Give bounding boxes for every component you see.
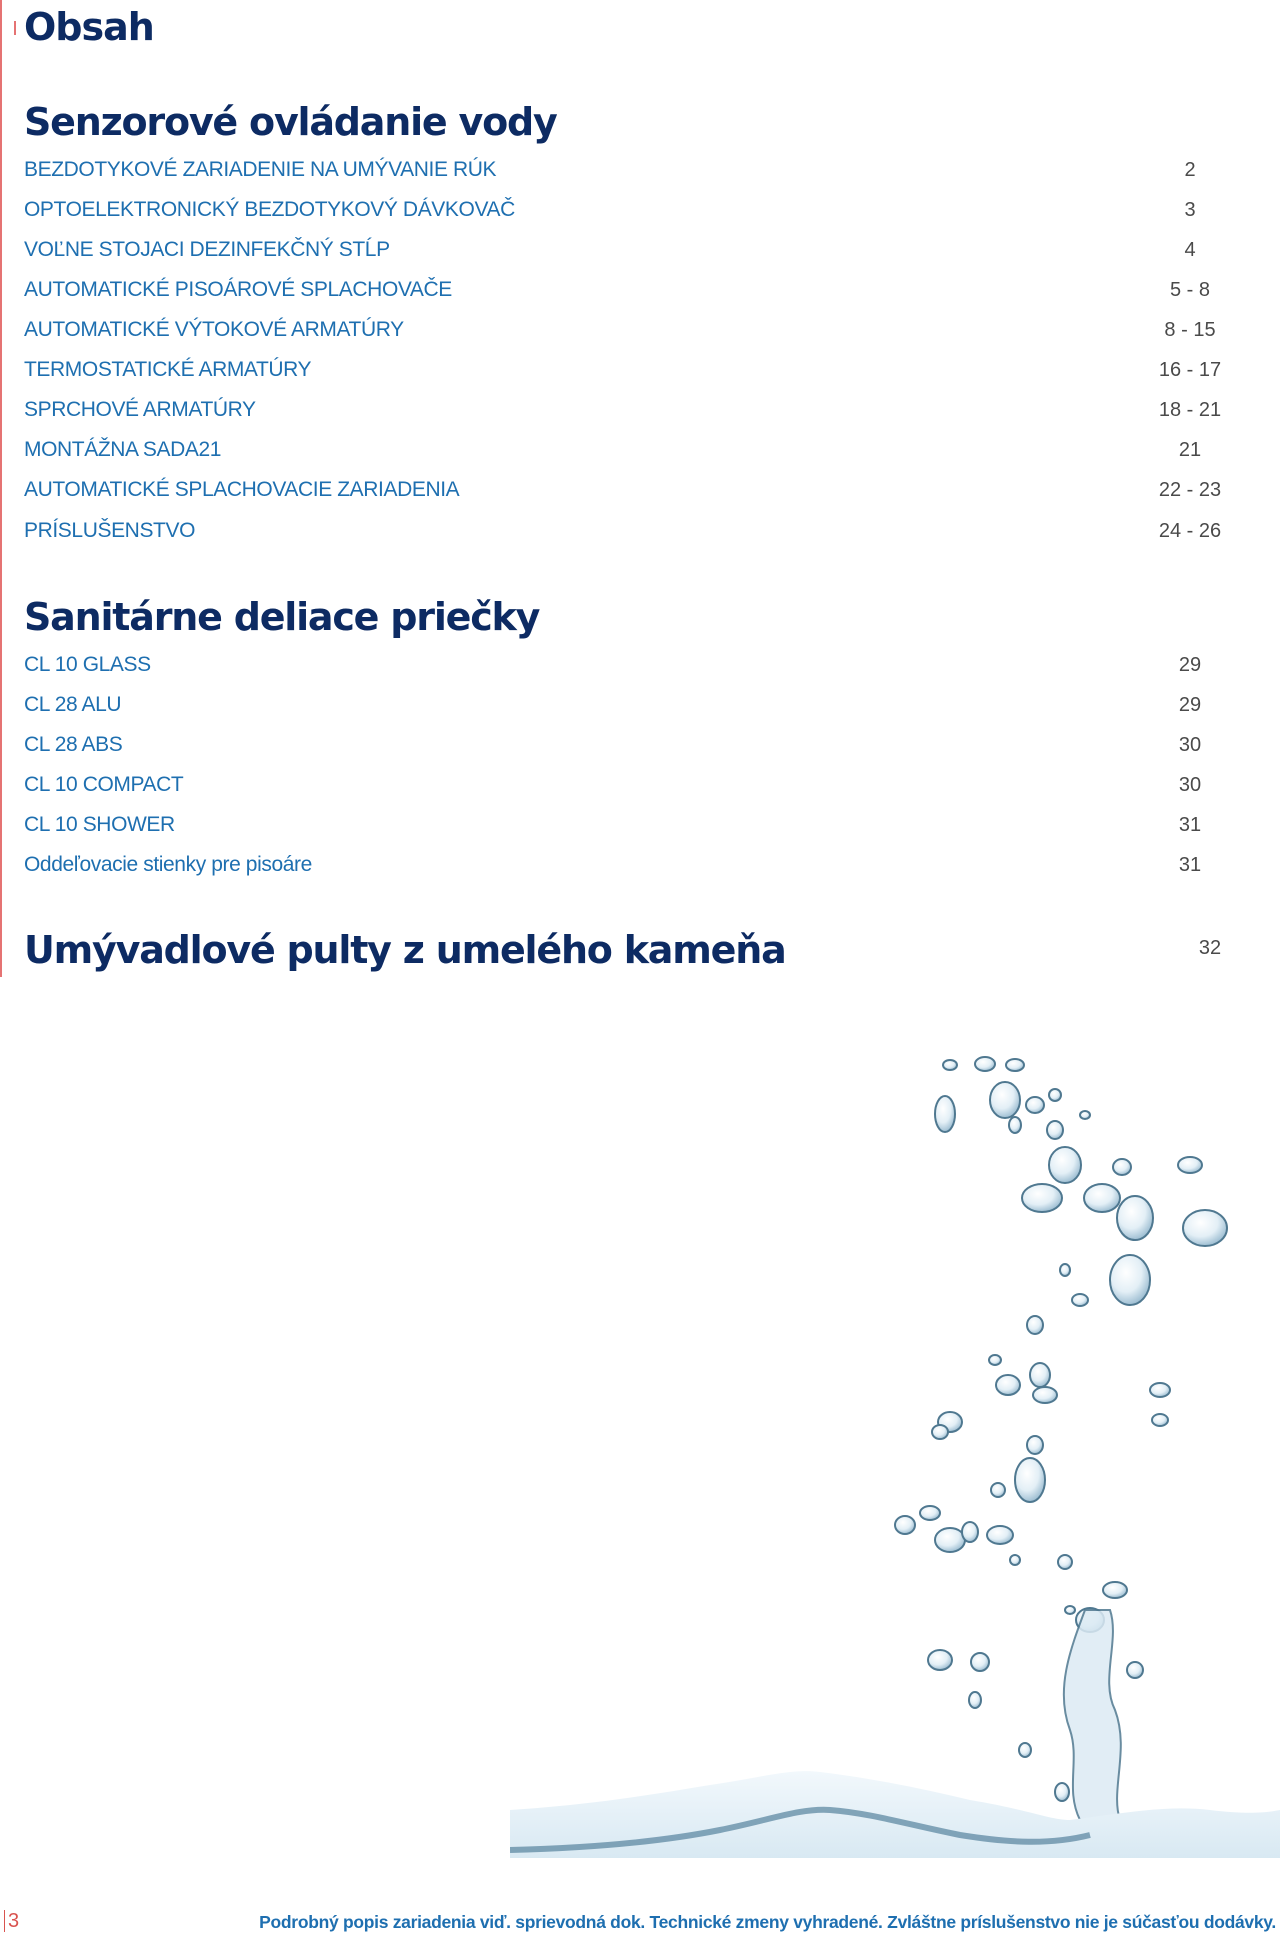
toc-item-page: 8 - 15 <box>1164 318 1216 341</box>
toc-item[interactable] <box>24 235 1250 265</box>
toc-item-label: MONTÁŽNA SADA21 <box>24 438 222 461</box>
toc-item-page: 31 <box>1178 813 1202 836</box>
toc-item-label: CL 10 COMPACT <box>24 773 184 796</box>
toc-item-page: 18 - 21 <box>1158 398 1222 421</box>
toc-item[interactable] <box>24 315 1250 345</box>
toc-item-label: AUTOMATICKÉ PISOÁROVÉ SPLACHOVAČE <box>24 278 452 301</box>
toc-item-label: CL 10 SHOWER <box>24 813 175 836</box>
toc-item-label: SPRCHOVÉ ARMATÚRY <box>24 398 256 421</box>
toc-item-label: OPTOELEKTRONICKÝ BEZDOTYKOVÝ DÁVKOVAČ <box>24 198 515 221</box>
toc-item-page: 21 <box>1178 438 1202 461</box>
toc-item-page: 30 <box>1178 733 1202 756</box>
toc-item-page: 29 <box>1178 653 1202 676</box>
toc-item[interactable] <box>24 516 1250 546</box>
toc-item-label: CL 28 ALU <box>24 693 122 716</box>
toc-item[interactable] <box>24 395 1250 425</box>
toc-item[interactable] <box>24 650 1250 680</box>
toc-item-label: CL 10 GLASS <box>24 653 151 676</box>
toc-item-label: AUTOMATICKÉ VÝTOKOVÉ ARMATÚRY <box>24 318 404 341</box>
footer-page-number: 3 <box>4 1910 19 1932</box>
toc-item-page: 16 - 17 <box>1158 358 1222 381</box>
section-heading-sanitarne: Sanitárne deliace priečky <box>24 595 540 639</box>
section-heading-umyvadlove[interactable]: Umývadlové pulty z umelého kameňa <box>24 928 786 972</box>
page-title: Obsah <box>24 5 154 49</box>
toc-item[interactable] <box>24 770 1250 800</box>
page-header <box>14 4 154 50</box>
toc-item-page: 3 <box>1184 198 1196 221</box>
toc-item-label: TERMOSTATICKÉ ARMATÚRY <box>24 358 312 381</box>
toc-item[interactable] <box>24 195 1250 225</box>
toc-item[interactable] <box>24 435 1250 465</box>
toc-item[interactable] <box>24 730 1250 760</box>
section-page-number: 32 <box>1198 937 1222 959</box>
toc-item-page: 24 - 26 <box>1158 519 1222 542</box>
toc-item-page: 22 - 23 <box>1158 478 1222 501</box>
toc-item-page: 4 <box>1184 238 1196 261</box>
toc-item-label: Oddeľovacie stienky pre pisoáre <box>24 853 312 876</box>
toc-item-label: AUTOMATICKÉ SPLACHOVACIE ZARIADENIA <box>24 478 460 501</box>
toc-item-page: 2 <box>1184 158 1196 181</box>
title-accent-tick <box>14 21 16 35</box>
toc-item-page: 29 <box>1178 693 1202 716</box>
footer-disclaimer: Podrobný popis zariadenia viď. sprievodná dok. Technické zmeny vyhradené. Zvláštne príslušenstvo nie je súčasťou dodávky. <box>259 1912 1276 1932</box>
section-heading-senzorove: Senzorové ovládanie vody <box>24 100 557 144</box>
toc-item-page: 31 <box>1178 853 1202 876</box>
left-accent-rule <box>0 0 2 977</box>
toc-item[interactable] <box>24 690 1250 720</box>
toc-item-label: CL 28 ABS <box>24 733 123 756</box>
toc-item-label: BEZDOTYKOVÉ ZARIADENIE NA UMÝVANIE RÚK <box>24 158 497 181</box>
toc-item[interactable] <box>24 155 1250 185</box>
toc-item[interactable] <box>24 810 1250 840</box>
toc-item-page: 30 <box>1178 773 1202 796</box>
toc-item[interactable] <box>24 850 1250 880</box>
toc-item-label: VOĽNE STOJACI DEZINFEKČNÝ STĹP <box>24 238 390 261</box>
toc-item-page: 5 - 8 <box>1169 278 1211 301</box>
toc-item[interactable] <box>24 475 1250 505</box>
toc-item[interactable] <box>24 275 1250 305</box>
toc-item[interactable] <box>24 355 1250 385</box>
water-splash-image <box>510 1050 1280 1862</box>
toc-item-label: PRÍSLUŠENSTVO <box>24 519 196 542</box>
